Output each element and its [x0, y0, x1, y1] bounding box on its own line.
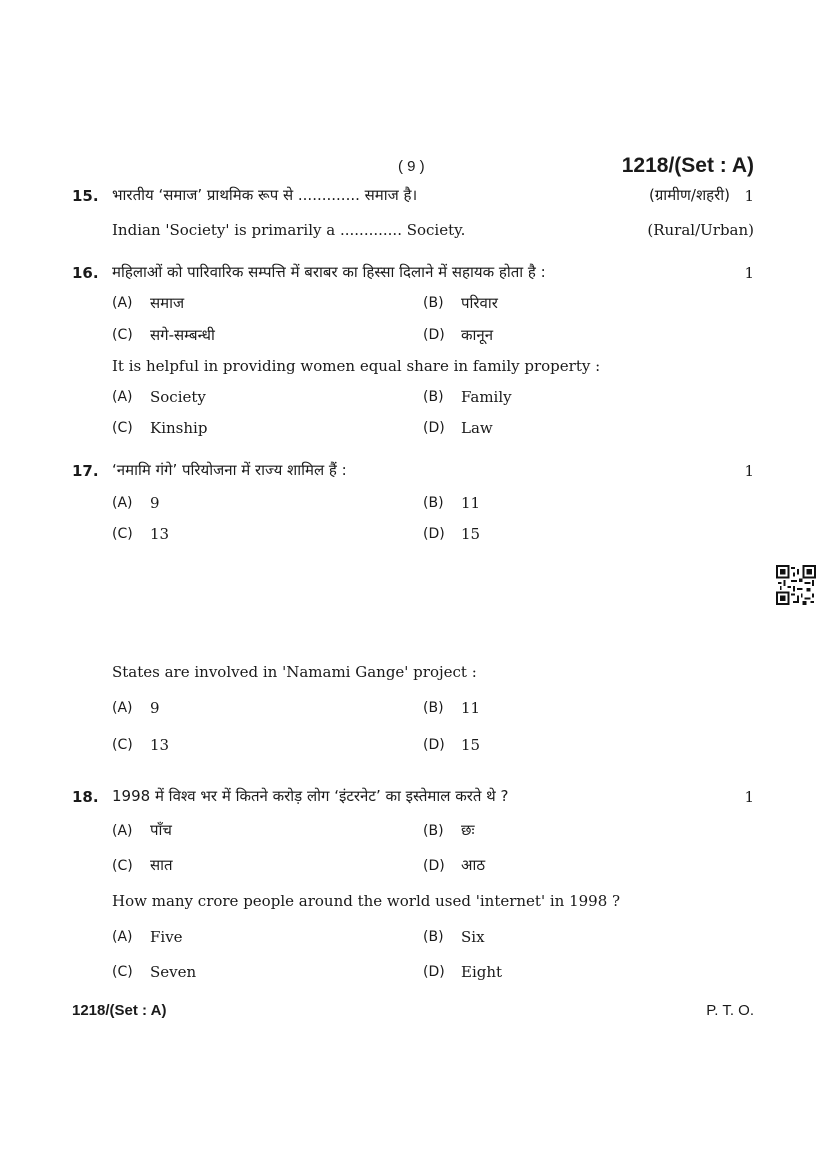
option-text: Five [150, 928, 183, 946]
option-text: Family [461, 388, 512, 406]
question-number: 18. [72, 788, 99, 806]
option-label: (A) [112, 929, 133, 945]
question-number: 16. [72, 264, 99, 282]
answer-hint-english: (Rural/Urban) [647, 221, 754, 239]
option-label: (C) [112, 526, 133, 542]
option-label: (B) [423, 389, 444, 405]
option-text: परिवार [461, 294, 498, 312]
question-text-english: Indian 'Society' is primarily a ............. Society. [112, 221, 466, 239]
option-text: 11 [461, 494, 481, 512]
question-marks: 1 [744, 462, 754, 480]
option-label: (B) [423, 495, 444, 511]
option-label: (A) [112, 389, 133, 405]
question-text-hindi: भारतीय ‘समाज’ प्राथमिक रूप से ............. समाज है। [112, 186, 418, 204]
question-marks: 1 [744, 187, 754, 205]
question-text-hindi: महिलाओं को पारिवारिक सम्पत्ति में बराबर का हिस्सा दिलाने में सहायक होता है : [112, 263, 546, 281]
option-text: सगे-सम्बन्धी [150, 326, 215, 344]
question-marks: 1 [744, 264, 754, 282]
option-text: कानून [461, 326, 494, 344]
option-label: (C) [112, 737, 133, 753]
option-label: (C) [112, 858, 133, 874]
option-label: (D) [423, 327, 445, 343]
footer-paper-code: 1218/(Set : A) [72, 1002, 167, 1019]
option-text: 13 [150, 736, 170, 754]
option-text: Kinship [150, 419, 208, 437]
option-text: Eight [461, 963, 503, 981]
option-text: पाँच [150, 821, 172, 839]
option-text: सात [150, 856, 173, 874]
option-text: Society [150, 388, 206, 406]
option-text: आठ [461, 856, 486, 874]
question-marks: 1 [744, 788, 754, 806]
option-text: 9 [150, 699, 160, 717]
question-text-hindi: ‘नमामि गंगे’ परियोजना में राज्य शामिल हैं : [112, 461, 347, 479]
footer-pto: P. T. O. [706, 1002, 754, 1019]
option-label: (A) [112, 495, 133, 511]
page-number: ( 9 ) [398, 158, 425, 175]
option-text: Six [461, 928, 485, 946]
option-label: (D) [423, 420, 445, 436]
option-text: 13 [150, 525, 170, 543]
option-label: (B) [423, 295, 444, 311]
header-paper-code: 1218/(Set : A) [621, 154, 754, 177]
question-text-english: How many crore people around the world used 'internet' in 1998 ? [112, 892, 621, 910]
question-number: 15. [72, 187, 99, 205]
option-label: (B) [423, 700, 444, 716]
option-text: 9 [150, 494, 160, 512]
option-label: (C) [112, 327, 133, 343]
option-text: Seven [150, 963, 197, 981]
option-text: छः [461, 821, 475, 839]
option-label: (D) [423, 737, 445, 753]
question-text-english: It is helpful in providing women equal share in family property : [112, 357, 601, 375]
option-text: 15 [461, 736, 481, 754]
option-label: (B) [423, 823, 444, 839]
qr-code-icon [776, 565, 816, 605]
option-label: (B) [423, 929, 444, 945]
question-text-hindi: 1998 में विश्व भर में कितने करोड़ लोग ‘इंटरनेट’ का इस्तेमाल करते थे ? [112, 787, 509, 805]
option-label: (C) [112, 420, 133, 436]
option-label: (A) [112, 295, 133, 311]
option-label: (A) [112, 823, 133, 839]
option-text: Law [461, 419, 493, 437]
option-label: (D) [423, 964, 445, 980]
option-text: 11 [461, 699, 481, 717]
option-label: (C) [112, 964, 133, 980]
option-label: (A) [112, 700, 133, 716]
option-text: समाज [150, 294, 185, 312]
question-text-english: States are involved in 'Namami Gange' project : [112, 663, 477, 681]
answer-hint-hindi: (ग्रामीण/शहरी) [649, 186, 730, 204]
option-label: (D) [423, 858, 445, 874]
question-number: 17. [72, 462, 99, 480]
option-text: 15 [461, 525, 481, 543]
option-label: (D) [423, 526, 445, 542]
